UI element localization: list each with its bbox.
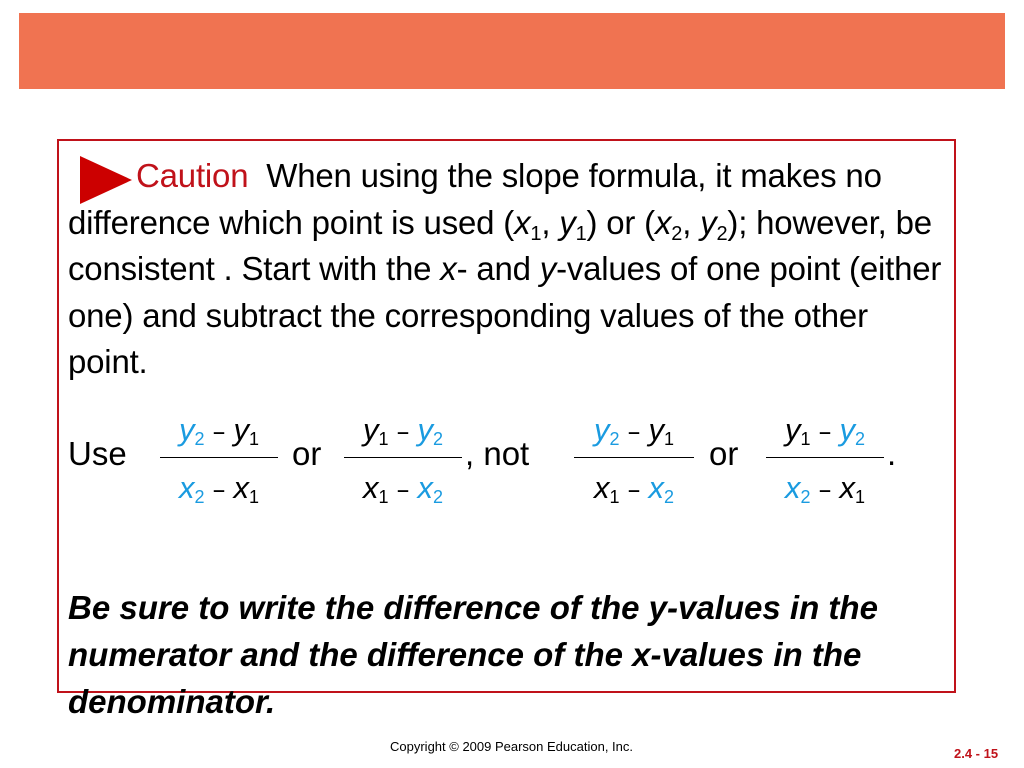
period-text: . — [887, 435, 897, 472]
copyright-text: Copyright © 2009 Pearson Education, Inc. — [390, 739, 634, 754]
or-text-1: or — [292, 435, 322, 472]
emphasis-note: Be sure to write the difference of the y-values in the numerator and the difference of the x-values in the denominator. — [68, 589, 878, 720]
fraction-4: $y_1 - y_2$ $x_2 - x_1$ — [766, 412, 884, 512]
or-text-2: or — [709, 435, 739, 472]
header-bar — [19, 13, 1005, 89]
fraction-2: $y_1 - y_2$ $x_1 - x_2$ — [344, 412, 462, 512]
use-text: Use — [68, 435, 127, 472]
fraction-1: $y_2 - y_1$ $x_2 - x_1$ — [160, 412, 278, 512]
slide-number: 2.4 - 15 — [954, 746, 999, 761]
caution-label: Caution — [136, 157, 249, 194]
comma-not-text: , not — [465, 435, 530, 472]
caution-paragraph: Caution When using the slope formula, it makes no difference which point is used ($x_1$, $y_1$) or ($x_2$, $y_2$); however, be consistent . Start with the x- and y-values of one point (either one) and subtract the corresponding values of the other point. — [68, 157, 942, 380]
fraction-3: $y_2 - y_1$ $x_1 - x_2$ — [574, 412, 694, 512]
